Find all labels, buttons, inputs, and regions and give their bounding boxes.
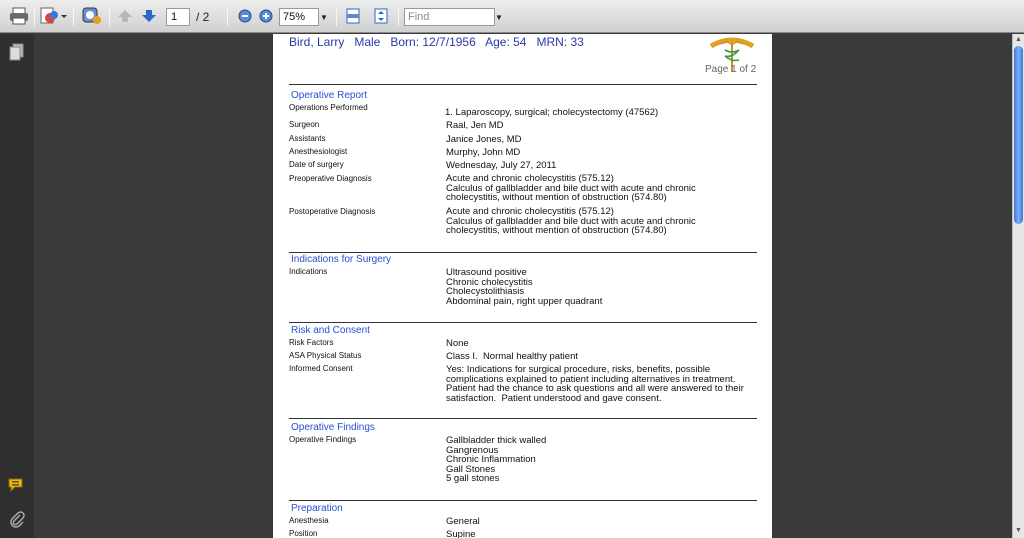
section-divider (289, 84, 757, 85)
fit-width-icon[interactable] (344, 5, 362, 27)
label-asa-status: ASA Physical Status (289, 351, 362, 360)
value-risk-factors: None (446, 338, 469, 349)
value-position: Supine (446, 529, 476, 538)
share-document-icon[interactable] (38, 5, 68, 27)
section-title-risk-consent: Risk and Consent (291, 325, 370, 336)
toolbar (0, 0, 1024, 33)
label-operative-findings: Operative Findings (289, 435, 357, 444)
document-page (273, 34, 772, 538)
value-anesthesia: General (446, 516, 480, 527)
section-divider (289, 322, 757, 323)
zoom-level-input[interactable]: 75% (279, 8, 319, 26)
section-divider (289, 418, 757, 419)
find-input[interactable]: Find (404, 8, 495, 26)
collaborate-icon[interactable] (80, 5, 104, 27)
label-preoperative-diagnosis: Preoperative Diagnosis (289, 174, 372, 183)
label-postoperative-diagnosis: Postoperative Diagnosis (289, 207, 376, 216)
label-surgeon: Surgeon (289, 120, 320, 129)
label-risk-factors: Risk Factors (289, 338, 334, 347)
page-number-input[interactable]: 1 (166, 8, 190, 26)
section-title-preparation: Preparation (291, 503, 343, 514)
zoom-in-icon[interactable] (258, 5, 274, 27)
vertical-scrollbar[interactable] (1012, 34, 1024, 538)
previous-page-icon[interactable] (116, 5, 134, 27)
page-total-label: / 2 (196, 10, 210, 24)
value-operative-findings: Gallbladder thick walled Gangrenous Chronic Inflammation Gall Stones 5 gall stones (446, 435, 547, 485)
section-title-operative-report: Operative Report (291, 90, 368, 101)
label-anesthesia: Anesthesia (289, 516, 329, 525)
label-anesthesiologist: Anesthesiologist (289, 147, 348, 156)
label-position: Position (289, 529, 318, 538)
zoom-out-icon[interactable] (237, 5, 253, 27)
section-divider (289, 500, 757, 501)
value-date-of-surgery: Wednesday, July 27, 2011 (446, 160, 557, 171)
value-informed-consent: Yes: Indications for surgical procedure, risks, benefits, possible complications explained to patient including alternatives in treatment. Patient had the chance to ask questions and all were answered to their satisfaction. Patient understood and gave consent. (446, 364, 744, 404)
value-postoperative-diagnosis: Acute and chronic cholecystitis (575.12) Calculus of gallbladder and bile duct with acute and chronic cholecystitis, without mention of obstruction (574.80) (446, 206, 696, 237)
section-title-operative-findings: Operative Findings (291, 422, 375, 433)
patient-header: Bird, Larry Male Born: 12/7/1956 Age: 54 MRN: 33 (289, 35, 584, 49)
section-divider (289, 252, 757, 253)
zoom-dropdown-icon[interactable]: ▼ (320, 13, 328, 22)
label-assistants: Assistants (289, 134, 326, 143)
navigation-rail (0, 34, 34, 538)
value-operations-performed: 1. Laparoscopy, surgical; cholecystectomy (47562) (445, 107, 659, 118)
page-indicator: Page 1 of 2 (705, 64, 757, 75)
scroll-up-icon[interactable]: ▲ (1015, 36, 1022, 43)
pages-panel-icon[interactable] (7, 42, 27, 62)
label-informed-consent: Informed Consent (289, 364, 353, 373)
value-surgeon: Raal, Jen MD (446, 120, 504, 131)
label-date-of-surgery: Date of surgery (289, 160, 344, 169)
find-dropdown-icon[interactable]: ▼ (495, 13, 503, 22)
value-preoperative-diagnosis: Acute and chronic cholecystitis (575.12) Calculus of gallbladder and bile duct with acute and chronic cholecystitis, without mention of obstruction (574.80) (446, 173, 696, 204)
fit-page-icon[interactable] (372, 5, 390, 27)
label-operations-performed: Operations Performed (289, 103, 368, 112)
print-icon[interactable] (6, 5, 32, 27)
value-anesthesiologist: Murphy, John MD (446, 147, 521, 158)
value-assistants: Janice Jones, MD (446, 134, 522, 145)
section-title-indications: Indications for Surgery (291, 254, 392, 265)
next-page-icon[interactable] (140, 5, 158, 27)
scrollbar-thumb[interactable] (1014, 46, 1023, 224)
value-asa-status: Class I. Normal healthy patient (446, 351, 579, 362)
attachments-panel-icon[interactable] (7, 509, 27, 529)
value-indications: Ultrasound positive Chronic cholecystitis Cholecystolithiasis Abdominal pain, right upper quadrant (446, 267, 603, 307)
comments-panel-icon[interactable] (7, 475, 27, 495)
label-indications: Indications (289, 267, 328, 276)
scroll-down-icon[interactable]: ▼ (1015, 527, 1022, 534)
